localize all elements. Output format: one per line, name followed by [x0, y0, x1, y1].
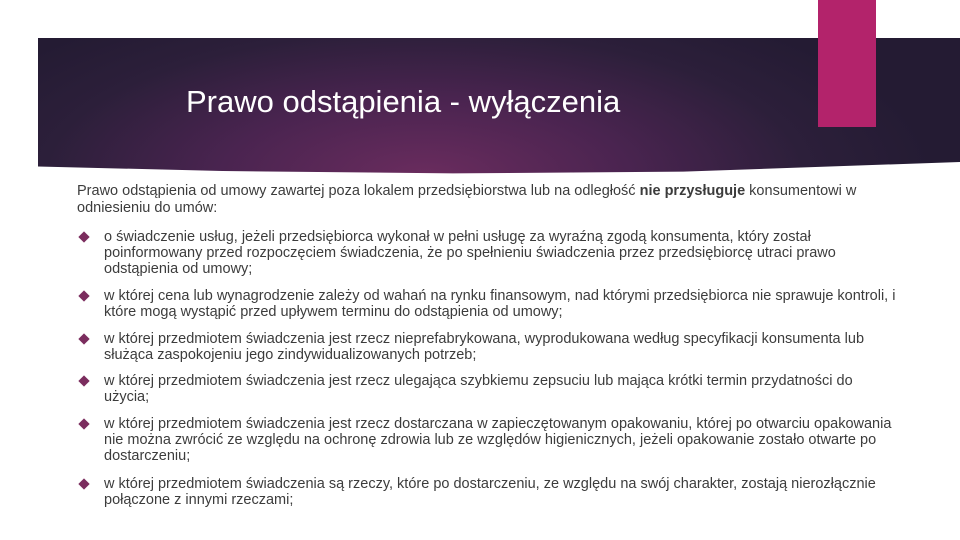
- bullet-text: w której przedmiotem świadczenia jest rzecz ulegająca szybkiemu zepsuciu lub mająca krótki termin przydatności do użycia;: [104, 373, 853, 405]
- bullet-text: w której przedmiotem świadczenia jest rzecz dostarczana w zapieczętowanym opakowaniu, której po otwarciu opakowania nie można zwrócić ze względu na ochronę zdrowia lub ze względów higienicznych, jeżeli opakowanie zostało otwarte po dostarczeniu;: [104, 416, 892, 464]
- diamond-bullet-icon: [78, 290, 89, 301]
- bullet-text: w której przedmiotem świadczenia są rzeczy, które po dostarczeniu, ze względu na swój charakter, zostają nierozłącznie połączone z innymi rzeczami;: [104, 476, 876, 508]
- list-item: [78, 288, 898, 320]
- intro-bold: nie przysługuje: [639, 183, 746, 199]
- accent-bar: [818, 0, 876, 127]
- list-item: [78, 229, 898, 277]
- bullet-text: w której cena lub wynagrodzenie zależy od wahań na rynku finansowym, nad którymi przedsiębiorca nie sprawuje kontroli, i które mogą wystąpić przed upływem terminu do odstąpienia od umowy;: [104, 288, 896, 320]
- bullet-text: w której przedmiotem świadczenia jest rzecz nieprefabrykowana, wyprodukowana według specyfikacji konsumenta lub służąca zaspokojeniu jego zindywidualizowanych potrzeb;: [104, 331, 865, 363]
- intro-part2: konsumentowi w odniesieniu do umów:: [77, 183, 857, 216]
- slide-title: Prawo odstąpienia - wyłączenia: [186, 84, 621, 119]
- list-item: [78, 373, 898, 405]
- diamond-bullet-icon: [78, 333, 89, 344]
- list-item: [78, 476, 898, 508]
- list-item: [78, 331, 898, 363]
- intro-text: [77, 183, 877, 217]
- list-item: [78, 416, 898, 464]
- diamond-bullet-icon: [78, 231, 89, 242]
- intro-part1: Prawo odstąpienia od umowy zawartej poza lokalem przedsiębiorstwa lub na odległość: [77, 183, 640, 199]
- bullet-text: o świadczenie usług, jeżeli przedsiębiorca wykonał w pełni usługę za wyraźną zgodą konsumenta, który został poinformowany przed rozpoczęciem świadczenia, że po spełnieniu świadczenia przez przedsiębiorcę utraci prawo odstąpienia od umowy;: [104, 229, 836, 277]
- diamond-bullet-icon: [78, 418, 89, 429]
- diamond-bullet-icon: [78, 375, 89, 386]
- diamond-bullet-icon: [78, 478, 89, 489]
